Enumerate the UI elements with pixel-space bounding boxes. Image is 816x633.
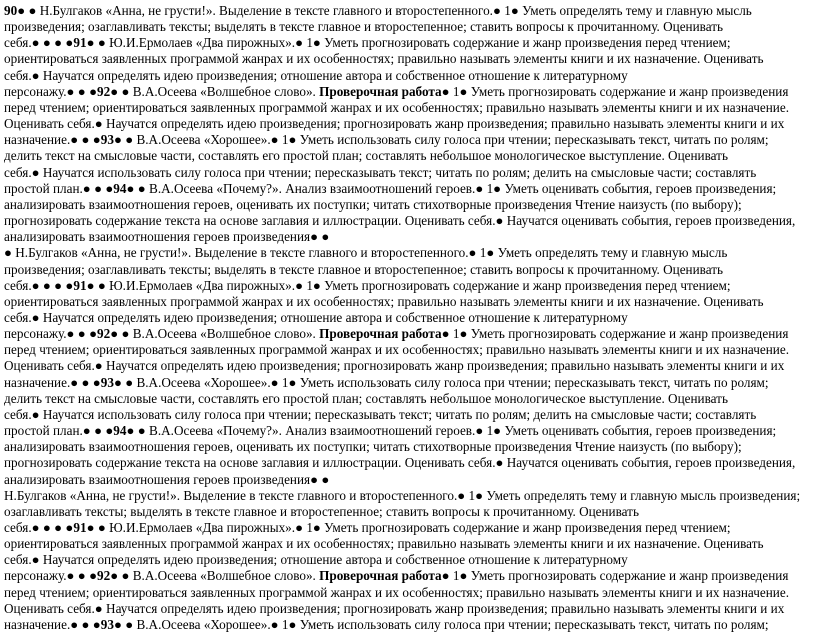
text-line: себя.● ● ● ●91● ● Ю.И.Ермолаев «Два пирожных».● 1● Уметь прогнозировать содержание и жанр произведения перед чтением; — [4, 35, 731, 51]
text-line: персонажу.● ● ●92● ● В.А.Осеева «Волшебное слово». Проверочная работа● 1● Уметь прогнозировать содержание и жанр произведения — [4, 568, 789, 584]
text-line: озаглавливать тексты; выделять в тексте главное и второстепенное; ставить вопросы к прочитанному. Оценивать — [4, 503, 639, 519]
text-line: произведения; озаглавливать тексты; выделять в тексте главное и второстепенное; ставить вопросы к прочитанному. Оценивать — [4, 261, 724, 277]
text-line: назначение.● ● ●93● ● В.А.Осеева «Хорошее».● 1● Уметь использовать силу голоса при чтении; пересказывать текст, читать по ролям; — [4, 374, 769, 390]
text-line: ориентироваться заявленных программой жанрах и их особенностях; правильно называть элементы книги и их назначение. Оценивать — [4, 51, 764, 67]
text-line: анализировать взаимоотношения героев произведения● ● — [4, 229, 330, 245]
text-line: персонажу.● ● ●92● ● В.А.Осеева «Волшебное слово». Проверочная работа● 1● Уметь прогнозировать содержание и жанр произведения — [4, 326, 789, 342]
text-line: Оценивать себя.● Научатся определять идею произведения; прогнозировать жанр произведения; правильно называть элементы книги и их — [4, 600, 785, 616]
text-line: назначение.● ● ●93● ● В.А.Осеева «Хорошее».● 1● Уметь использовать силу голоса при чтении; пересказывать текст, читать по ролям; — [4, 132, 769, 148]
lesson-plan-text — [4, 3, 810, 633]
text-line: прогнозировать содержание текста на основе заглавия и иллюстрации. Оценивать себя.● Научатся оценивать события, героев произведения, — [4, 213, 796, 229]
text-line: 90● ● Н.Булгаков «Анна, не грусти!». Выделение в тексте главного и второстепенного.● 1● Уметь определять тему и главную мысль — [4, 3, 752, 18]
text-line: себя.● Научатся использовать силу голоса при чтении; пересказывать текст; читать по ролям; делить на смысловые части; составлять — [4, 406, 757, 422]
text-line: назначение.● ● ●93● ● В.А.Осеева «Хорошее».● 1● Уметь использовать силу голоса при чтении; пересказывать текст, читать по ролям; — [4, 616, 769, 632]
text-line: ● Н.Булгаков «Анна, не грусти!». Выделение в тексте главного и второстепенного.● 1● Уметь определять тему и главную мысль — [4, 245, 728, 261]
text-line: ориентироваться заявленных программой жанрах и их особенностях; правильно называть элементы книги и их назначение. Оценивать — [4, 293, 764, 309]
text-line: делить текст на смысловые части, составлять его простой план; составлять небольшое монологическое выступление. Оценивать — [4, 390, 728, 406]
text-line: перед чтением; ориентироваться заявленных программой жанрах и их особенностях; правильно называть элементы книги и их назначение. — [4, 584, 789, 600]
text-line: Н.Булгаков «Анна, не грусти!». Выделение в тексте главного и второстепенного.● 1● Уметь определять тему и главную мысль произведения; — [4, 487, 801, 503]
text-line: перед чтением; ориентироваться заявленных программой жанрах и их особенностях; правильно называть элементы книги и их назначение. — [4, 342, 789, 358]
text-line: персонажу.● ● ●92● ● В.А.Осеева «Волшебное слово». Проверочная работа● 1● Уметь прогнозировать содержание и жанр произведения — [4, 83, 789, 99]
text-line: себя.● Научатся определять идею произведения; отношение автора и собственное отношение к литературному — [4, 309, 628, 325]
text-line: ориентироваться заявленных программой жанрах и их особенностях; правильно называть элементы книги и их назначение. Оценивать — [4, 536, 764, 552]
text-line: себя.● ● ● ●91● ● Ю.И.Ермолаев «Два пирожных».● 1● Уметь прогнозировать содержание и жанр произведения перед чтением; — [4, 520, 731, 535]
text-line: произведения; озаглавливать тексты; выделять в тексте главное и второстепенное; ставить вопросы к прочитанному. Оценивать — [4, 19, 724, 35]
text-line: анализировать взаимоотношения героев, оценивать их поступки; читать стихотворные произведения Чтение наизусть (по выбору); — [4, 439, 742, 455]
text-line: перед чтением; ориентироваться заявленных программой жанрах и их особенностях; правильно называть элементы книги и их назначение. — [4, 99, 789, 115]
text-line: простой план.● ● ●94● ● В.А.Осеева «Почему?». Анализ взаимоотношений героев.● 1● Уметь оценивать события, героев произведения; — [4, 180, 777, 196]
text-line: анализировать взаимоотношения героев, оценивать их поступки; читать стихотворные произведения Чтение наизусть (по выбору); — [4, 196, 742, 212]
text-line: прогнозировать содержание текста на основе заглавия и иллюстрации. Оценивать себя.● Научатся оценивать события, героев произведения, — [4, 455, 796, 471]
text-line: делить текст на смысловые части, составлять его простой план; составлять небольшое монологическое выступление. Оценивать — [4, 148, 728, 164]
text-line: простой план.● ● ●94● ● В.А.Осеева «Почему?». Анализ взаимоотношений героев.● 1● Уметь оценивать события, героев произведения; — [4, 423, 777, 439]
text-line: себя.● ● ● ●91● ● Ю.И.Ермолаев «Два пирожных».● 1● Уметь прогнозировать содержание и жанр произведения перед чтением; — [4, 277, 731, 293]
text-line: себя.● Научатся определять идею произведения; отношение автора и собственное отношение к литературному — [4, 67, 628, 83]
text-line: анализировать взаимоотношения героев произведения● ● — [4, 471, 330, 487]
text-line: себя.● Научатся определять идею произведения; отношение автора и собственное отношение к литературному — [4, 552, 628, 568]
text-line: Оценивать себя.● Научатся определять идею произведения; прогнозировать жанр произведения; правильно называть элементы книги и их — [4, 116, 785, 132]
text-line: Оценивать себя.● Научатся определять идею произведения; прогнозировать жанр произведения; правильно называть элементы книги и их — [4, 358, 785, 374]
text-line: себя.● Научатся использовать силу голоса при чтении; пересказывать текст; читать по ролям; делить на смысловые части; составлять — [4, 164, 757, 180]
